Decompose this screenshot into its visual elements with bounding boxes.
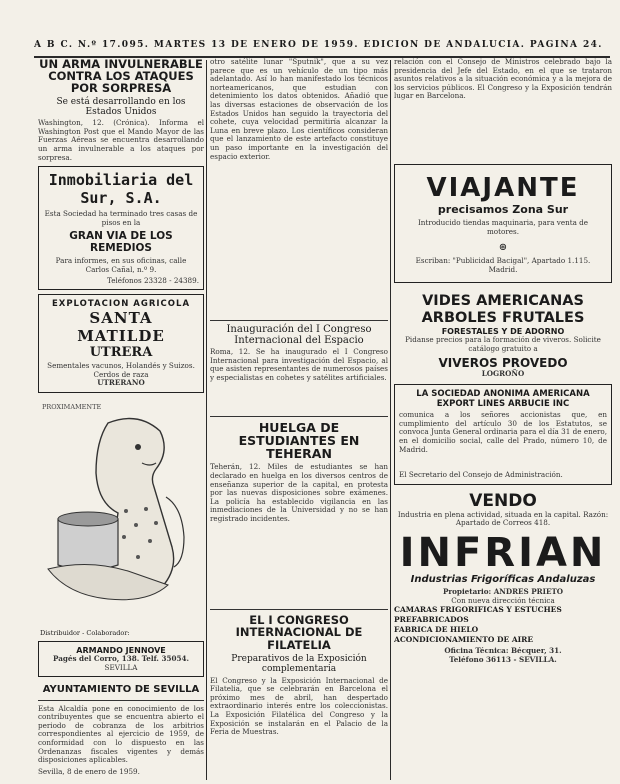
ad-infrian-phone: Teléfono 36113 - SEVILLA. xyxy=(449,654,557,664)
ad-vides-text: Pidanse precios para la formación de viveros. Solicite catálogo gratuito a xyxy=(405,335,601,353)
subhead-arma: Se está desarrollando en los Estados Unidos xyxy=(56,97,186,118)
ad-viajante-logo-icon: ⊛ xyxy=(498,242,508,254)
ad-infrian-item-2: FABRICA DE HIELO xyxy=(394,625,479,635)
column-right xyxy=(394,58,612,780)
ad-santa-matilde-town: UTRERA xyxy=(89,345,153,361)
ad-sociedad-head: LA SOCIEDAD ANONIMA AMERICANA EXPORT LINES ARBUCIE INC xyxy=(416,389,590,410)
illustration-ad xyxy=(38,397,204,637)
ad-vides-name: VIVEROS PROVEDO xyxy=(438,355,568,370)
ad-viajante-title: VIAJANTE xyxy=(426,173,580,203)
column-rule-2 xyxy=(390,60,391,780)
headline-huelga: HUELGA DE ESTUDIANTES EN TEHERAN xyxy=(238,420,360,462)
illustration-figure xyxy=(38,401,204,631)
ad-jennove-city: SEVILLA xyxy=(104,662,138,672)
ad-infrian-line: Con nueva dirección técnica xyxy=(451,595,555,605)
separator xyxy=(210,416,388,417)
headline-filatelia: EL I CONGRESO INTERNACIONAL DE FILATELIA xyxy=(235,613,363,652)
ad-inmobiliaria-title: Inmobiliaria del Sur, S.A. xyxy=(48,171,194,208)
ad-sociedad-body: comunica a los señores accionistas que, en cumplimiento del artículo 30 de los Estatutos, se convoca Junta General ordinaria para el día 31 de enero, en el domicilio social, calle del Prado, número 10, de Madrid. xyxy=(399,411,607,454)
ad-vides-title: VIDES AMERICANAS ARBOLES FRUTALES xyxy=(421,293,585,327)
article-ayuntamiento-date: Sevilla, 8 de enero de 1959. xyxy=(38,766,140,776)
ad-vides xyxy=(394,293,612,378)
separator xyxy=(38,700,204,701)
ad-santa-matilde-foot: UTRERANO xyxy=(97,378,145,388)
ad-infrian-addr: Oficina Técnica: Bécquer, 31. xyxy=(444,646,562,656)
article-arma-body: Washington, 12. (Crónica). Informa el Washington Post que el Mando Mayor de las Fuerzas Aéreas se encuentra desarrollando un arma invulnerable a los ataques por sorpresa. xyxy=(38,118,204,162)
page-header: A B C. N.º 17.095. MARTES 13 DE ENERO DE 1959. EDICION DE ANDALUCIA. PAGINA 24. xyxy=(34,40,603,50)
headline-ayuntamiento: AYUNTAMIENTO DE SEVILLA xyxy=(42,684,200,696)
subhead-filatelia: Preparativos de la Exposición complementaria xyxy=(231,653,367,674)
article-satellite-body: otro satélite lunar "Sputnik", que a su vez parece que es un vehículo de un tipo más adelantado. Así lo han manifestado los técnicos norteamericanos, que estudian con detenimiento los datos obtenidos. Añadió que las diversas estaciones de observación de los Estados Unidos han seguido la trayectoria del cohete, cuya velocidad permitiría alcanzar la Luna en breve plazo. Los científicos consideran que el lanzamiento de este artefacto constituye un paso importante en la investigación del espacio exterior. xyxy=(210,58,388,161)
ad-sociedad-foot: El Secretario del Consejo de Administración. xyxy=(399,470,563,480)
separator xyxy=(210,609,388,610)
ad-santa-matilde xyxy=(38,294,204,393)
illustration-caption: PROXIMAMENTE xyxy=(42,402,102,411)
ad-infrian-sub: Industrias Frigoríficas Andaluzas xyxy=(410,573,596,585)
article-ayuntamiento-body: Esta Alcaldía pone en conocimiento de los contribuyentes que se encuentra abierto el periodo de cobranza de los arbitrios correspondientes al ejercicio de 1959, de conformidad con lo dispuesto en las Ordenanzas fiscales vigentes y demás disposiciones aplicables. xyxy=(38,703,204,765)
ad-sociedad xyxy=(394,384,612,485)
ad-vendo-title: VENDO xyxy=(469,490,537,511)
column-rule-1 xyxy=(206,60,207,780)
ad-viajante xyxy=(394,164,612,283)
ad-jennove-addr: Pagés del Corro, 138. Telf. 35054. xyxy=(53,653,189,663)
column-middle xyxy=(210,58,388,780)
ad-vendo-text: Industria en plena actividad, situada en la capital. Razón: Apartado de Correos 418. xyxy=(397,509,609,528)
ad-jennove xyxy=(38,641,204,677)
ad-inmobiliaria xyxy=(38,166,204,290)
ad-vendo xyxy=(394,491,612,528)
article-top-right-body: relación con el Consejo de Ministros celebrado bajo la presidencia del Jefe del Estado, en el que se trataron asuntos relativos a la situación económica y a la mejora de los servicios públicos. El Congreso y la Exposición tendrán lugar en Barcelona. xyxy=(394,58,612,101)
article-congreso-espacio-body: Roma, 12. Se ha inaugurado el I Congreso Internacional para investigación del Espacio, al que asisten representantes de numerosos países y especialistas en cohetes y satélites artificiales. xyxy=(210,348,388,382)
ad-infrian-owner: Propietario: ANDRES PRIETO xyxy=(442,586,564,596)
ad-infrian-title: INFRIAN xyxy=(399,529,607,576)
ad-viajante-contact: Escriban: "Publicidad Bacigal", Apartado 1.115. Madrid. xyxy=(415,256,591,274)
ad-santa-matilde-text: Sementales vacunos, Holandés y Suizos. Cerdos de raza xyxy=(47,361,195,379)
ad-inmobiliaria-phone: Teléfonos 23328 - 24389. xyxy=(107,275,199,285)
ad-infrian-item-1: CAMARAS FRIGORIFICAS Y ESTUCHES PREFABRICADOS xyxy=(394,605,562,625)
headline-congreso-espacio: Inauguración del I Congreso Internacional del Espacio xyxy=(226,324,372,346)
ad-vides-city: LOGROÑO xyxy=(481,368,525,378)
article-huelga-body: Teherán, 12. Miles de estudiantes se han declarado en huelga en los diversos centros de enseñanza superior de la capital, en protesta por las nuevas disposiciones sobre exámenes. La policía ha establecido vigilancia en las inmediaciones de la Universidad y no se han registrado incidentes. xyxy=(210,463,388,523)
separator xyxy=(210,320,388,321)
ad-viajante-sub: precisamos Zona Sur xyxy=(437,203,569,216)
ad-jennove-name: ARMANDO JENNOVE xyxy=(76,645,166,655)
ad-infrian-item-3: ACONDICIONAMIENTO DE AIRE xyxy=(394,635,534,645)
ad-santa-matilde-line1: EXPLOTACION AGRICOLA xyxy=(51,299,191,310)
article-filatelia-body: El Congreso y la Exposición Internacional de Filatelia, que se celebrarán en Barcelona el próximo mes de abril, han despertado extraordinario interés entre los coleccionistas. La Exposición Filatélica del Congreso y la Exposición se instalarán en el Palacio de la Feria de Muestras. xyxy=(210,675,388,737)
ad-viajante-text: Introducido tiendas maquinaria, para venta de motores. xyxy=(417,218,589,236)
ad-inmobiliaria-info: Para informes, en sus oficinas, calle Carlos Cañal, n.º 9. xyxy=(55,256,187,274)
column-left xyxy=(38,58,204,780)
ad-inmobiliaria-text: Esta Sociedad ha terminado tres casas de pisos en la xyxy=(44,209,198,227)
ad-inmobiliaria-street: GRAN VIA DE LOS REMEDIOS xyxy=(69,230,173,255)
ad-santa-matilde-name: SANTA MATILDE xyxy=(77,309,165,346)
headline-arma: UN ARMA INVULNERABLE CONTRA LOS ATAQUES POR SORPRESA xyxy=(39,58,203,96)
illustration-foot: Distribuidor - Colaborador: xyxy=(40,628,130,637)
ad-vides-sub: FORESTALES Y DE ADORNO xyxy=(441,327,565,337)
ad-infrian xyxy=(394,529,612,664)
